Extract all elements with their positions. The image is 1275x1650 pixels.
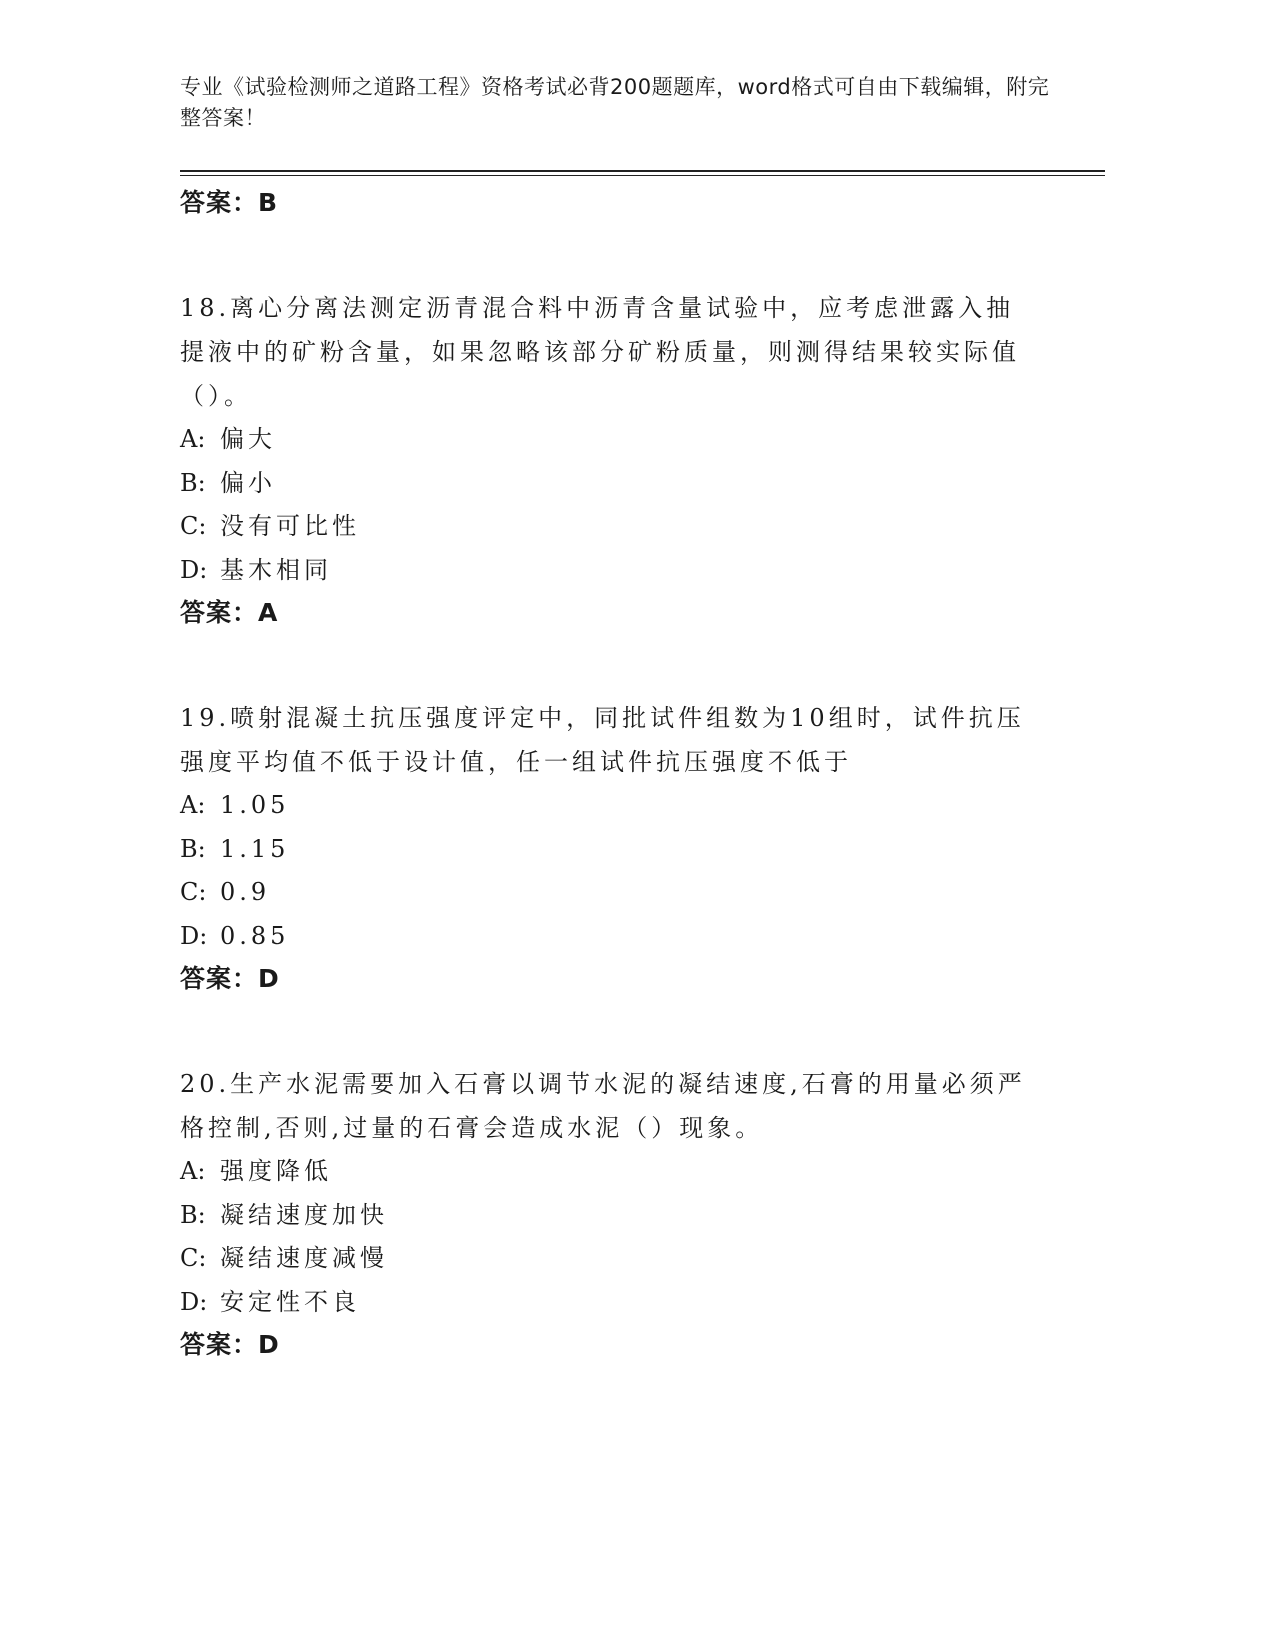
- option-key: D:: [180, 555, 208, 584]
- answer-line: [180, 958, 1040, 1000]
- question-text: 18.离心分离法测定沥青混合料中沥青含量试验中，应考虑泄露入抽提液中的矿粉含量，如果忽略该部分矿粉质量，则测得结果较实际值（）。: [180, 294, 1020, 410]
- option-c: [180, 1237, 1040, 1281]
- option-key: A:: [180, 425, 206, 453]
- option-key: D:: [180, 921, 208, 950]
- option-key: B:: [180, 834, 206, 863]
- option-d: [180, 549, 1040, 593]
- option-key: C:: [180, 878, 207, 906]
- option-d: [180, 915, 1040, 959]
- prev-answer-line: [180, 182, 1040, 224]
- answer-value: D: [258, 964, 280, 993]
- option-a: [180, 418, 1040, 462]
- option-text: 0.9: [220, 878, 271, 906]
- question-text: 20.生产水泥需要加入石膏以调节水泥的凝结速度,石膏的用量必须严格控制,否则,过量的石膏会造成水泥（）现象。: [180, 1070, 1026, 1142]
- option-text: 没有可比性: [220, 512, 360, 540]
- option-b: [180, 828, 1040, 872]
- page-header: 专业《试验检测师之道路工程》资格考试必背200题题库，word格式可自由下载编辑，附完整答案！: [180, 75, 1050, 130]
- option-key: B:: [180, 468, 206, 497]
- option-text: 凝结速度加快: [220, 1200, 388, 1229]
- option-text: 安定性不良: [220, 1287, 360, 1316]
- option-b: [180, 1194, 1040, 1238]
- option-c: [180, 505, 1040, 549]
- option-a: [180, 784, 1040, 828]
- option-key: D:: [180, 1287, 208, 1316]
- answer-line: [180, 1324, 1040, 1366]
- option-text: 偏大: [220, 425, 276, 453]
- option-c: [180, 871, 1040, 915]
- header-rule-thick: [180, 170, 1105, 172]
- option-text: 1.05: [220, 791, 290, 819]
- answer-label: 答案：: [180, 598, 259, 627]
- answer-value: D: [258, 1330, 280, 1359]
- option-d: [180, 1281, 1040, 1325]
- option-key: B:: [180, 1200, 206, 1229]
- answer-label: 答案：: [180, 1330, 259, 1359]
- answer-label: 答案：: [180, 964, 259, 993]
- option-text: 偏小: [220, 468, 276, 497]
- option-text: 1.15: [220, 834, 290, 863]
- option-text: 基木相同: [220, 555, 332, 584]
- option-key: C:: [180, 512, 207, 540]
- option-text: 凝结速度减慢: [220, 1244, 388, 1272]
- question-text: 19.喷射混凝土抗压强度评定中，同批试件组数为10组时，试件抗压强度平均值不低于设计值，任一组试件抗压强度不低于: [180, 704, 1025, 776]
- answer-value: B: [258, 188, 279, 217]
- option-key: A:: [180, 791, 206, 819]
- option-key: C:: [180, 1244, 207, 1272]
- option-a: [180, 1150, 1040, 1194]
- option-text: 0.85: [220, 921, 290, 950]
- answer-line: [180, 592, 1040, 634]
- option-text: 强度降低: [220, 1157, 332, 1185]
- question-list: [180, 182, 1040, 1366]
- answer-label: 答案：: [180, 188, 259, 217]
- answer-value: A: [258, 598, 279, 627]
- option-b: [180, 462, 1040, 506]
- option-key: A:: [180, 1157, 206, 1185]
- header-rule-thin: [180, 175, 1105, 176]
